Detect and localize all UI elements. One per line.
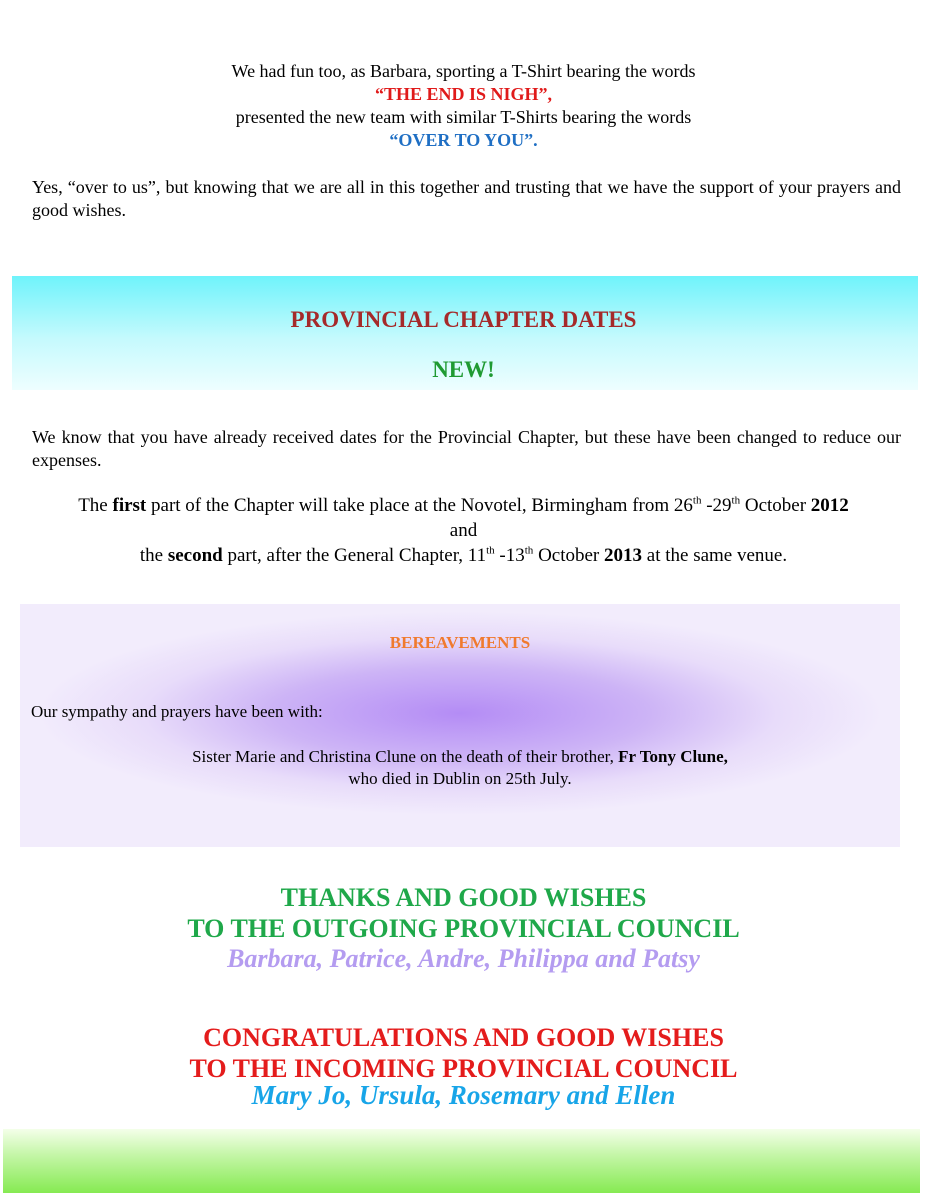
first-sup-1: th	[692, 494, 702, 507]
bereavement-detail-line-1	[20, 746, 900, 768]
bereavement-name: Fr Tony Clune,	[618, 747, 728, 766]
bereavement-detail	[20, 746, 900, 790]
second-year: 2013	[604, 545, 643, 566]
first-keyword: first	[112, 495, 147, 516]
incoming-line-1: CONGRATULATIONS AND GOOD WISHES	[203, 1023, 724, 1052]
sympathy-line: Our sympathy and prayers have been with:	[31, 702, 323, 721]
incoming-council-names: Mary Jo, Ursula, Rosemary and Ellen	[251, 1080, 676, 1110]
over-to-us-paragraph: Yes, “over to us”, but knowing that we are all in this together and trusting that we have the support of your prayers and good wishes.	[32, 177, 901, 220]
first-part-line	[0, 493, 927, 518]
outgoing-council-heading	[0, 882, 927, 944]
chapter-dates-title: PROVINCIAL CHAPTER DATES	[290, 307, 637, 332]
first-mid: -29	[701, 495, 732, 516]
bereavements-title: BEREAVEMENTS	[389, 633, 531, 652]
chapter-dates-details	[0, 493, 927, 568]
second-prefix: the	[139, 545, 168, 566]
first-sup-2: th	[731, 494, 741, 507]
second-text: part, after the General Chapter, 11	[222, 545, 487, 566]
second-keyword: second	[167, 545, 223, 566]
outgoing-council-names: Barbara, Patrice, Andre, Philippa and Patsy	[227, 944, 700, 973]
second-part-line	[0, 543, 927, 568]
second-mid: -13	[494, 545, 525, 566]
second-month: October	[533, 545, 605, 566]
second-sup-1: th	[486, 544, 495, 557]
dates-changed-notice: We know that you have already received dates for the Provincial Chapter, but these have been changed to reduce our expenses.	[32, 427, 901, 470]
second-sup-2: th	[524, 544, 534, 557]
intro-line-3: presented the new team with similar T-Shirts bearing the words	[235, 107, 692, 127]
outgoing-line-1: THANKS AND GOOD WISHES	[280, 883, 647, 912]
incoming-line-2: TO THE INCOMING PROVINCIAL COUNCIL	[189, 1054, 738, 1083]
intro-block	[0, 60, 927, 152]
second-suffix: at the same venue.	[642, 545, 788, 566]
footer-banner	[3, 1129, 920, 1193]
over-to-you-text: “OVER TO YOU”.	[389, 130, 538, 150]
incoming-council-heading	[0, 1022, 927, 1084]
intro-line-1: We had fun too, as Barbara, sporting a T-Shirt bearing the words	[231, 61, 696, 81]
first-prefix: The	[78, 495, 113, 516]
bereavement-detail-text: Sister Marie and Christina Clune on the death of their brother,	[192, 747, 619, 766]
end-is-nigh-text: “THE END IS NIGH”,	[374, 84, 553, 104]
new-badge: NEW!	[432, 357, 495, 382]
bereavement-detail-line-2: who died in Dublin on 25th July.	[348, 769, 572, 788]
first-text: part of the Chapter will take place at the Novotel, Birmingham from 26	[146, 495, 693, 516]
outgoing-line-2: TO THE OUTGOING PROVINCIAL COUNCIL	[187, 914, 740, 943]
first-year: 2012	[810, 495, 849, 516]
first-month: October	[740, 495, 811, 516]
and-line: and	[449, 520, 478, 541]
